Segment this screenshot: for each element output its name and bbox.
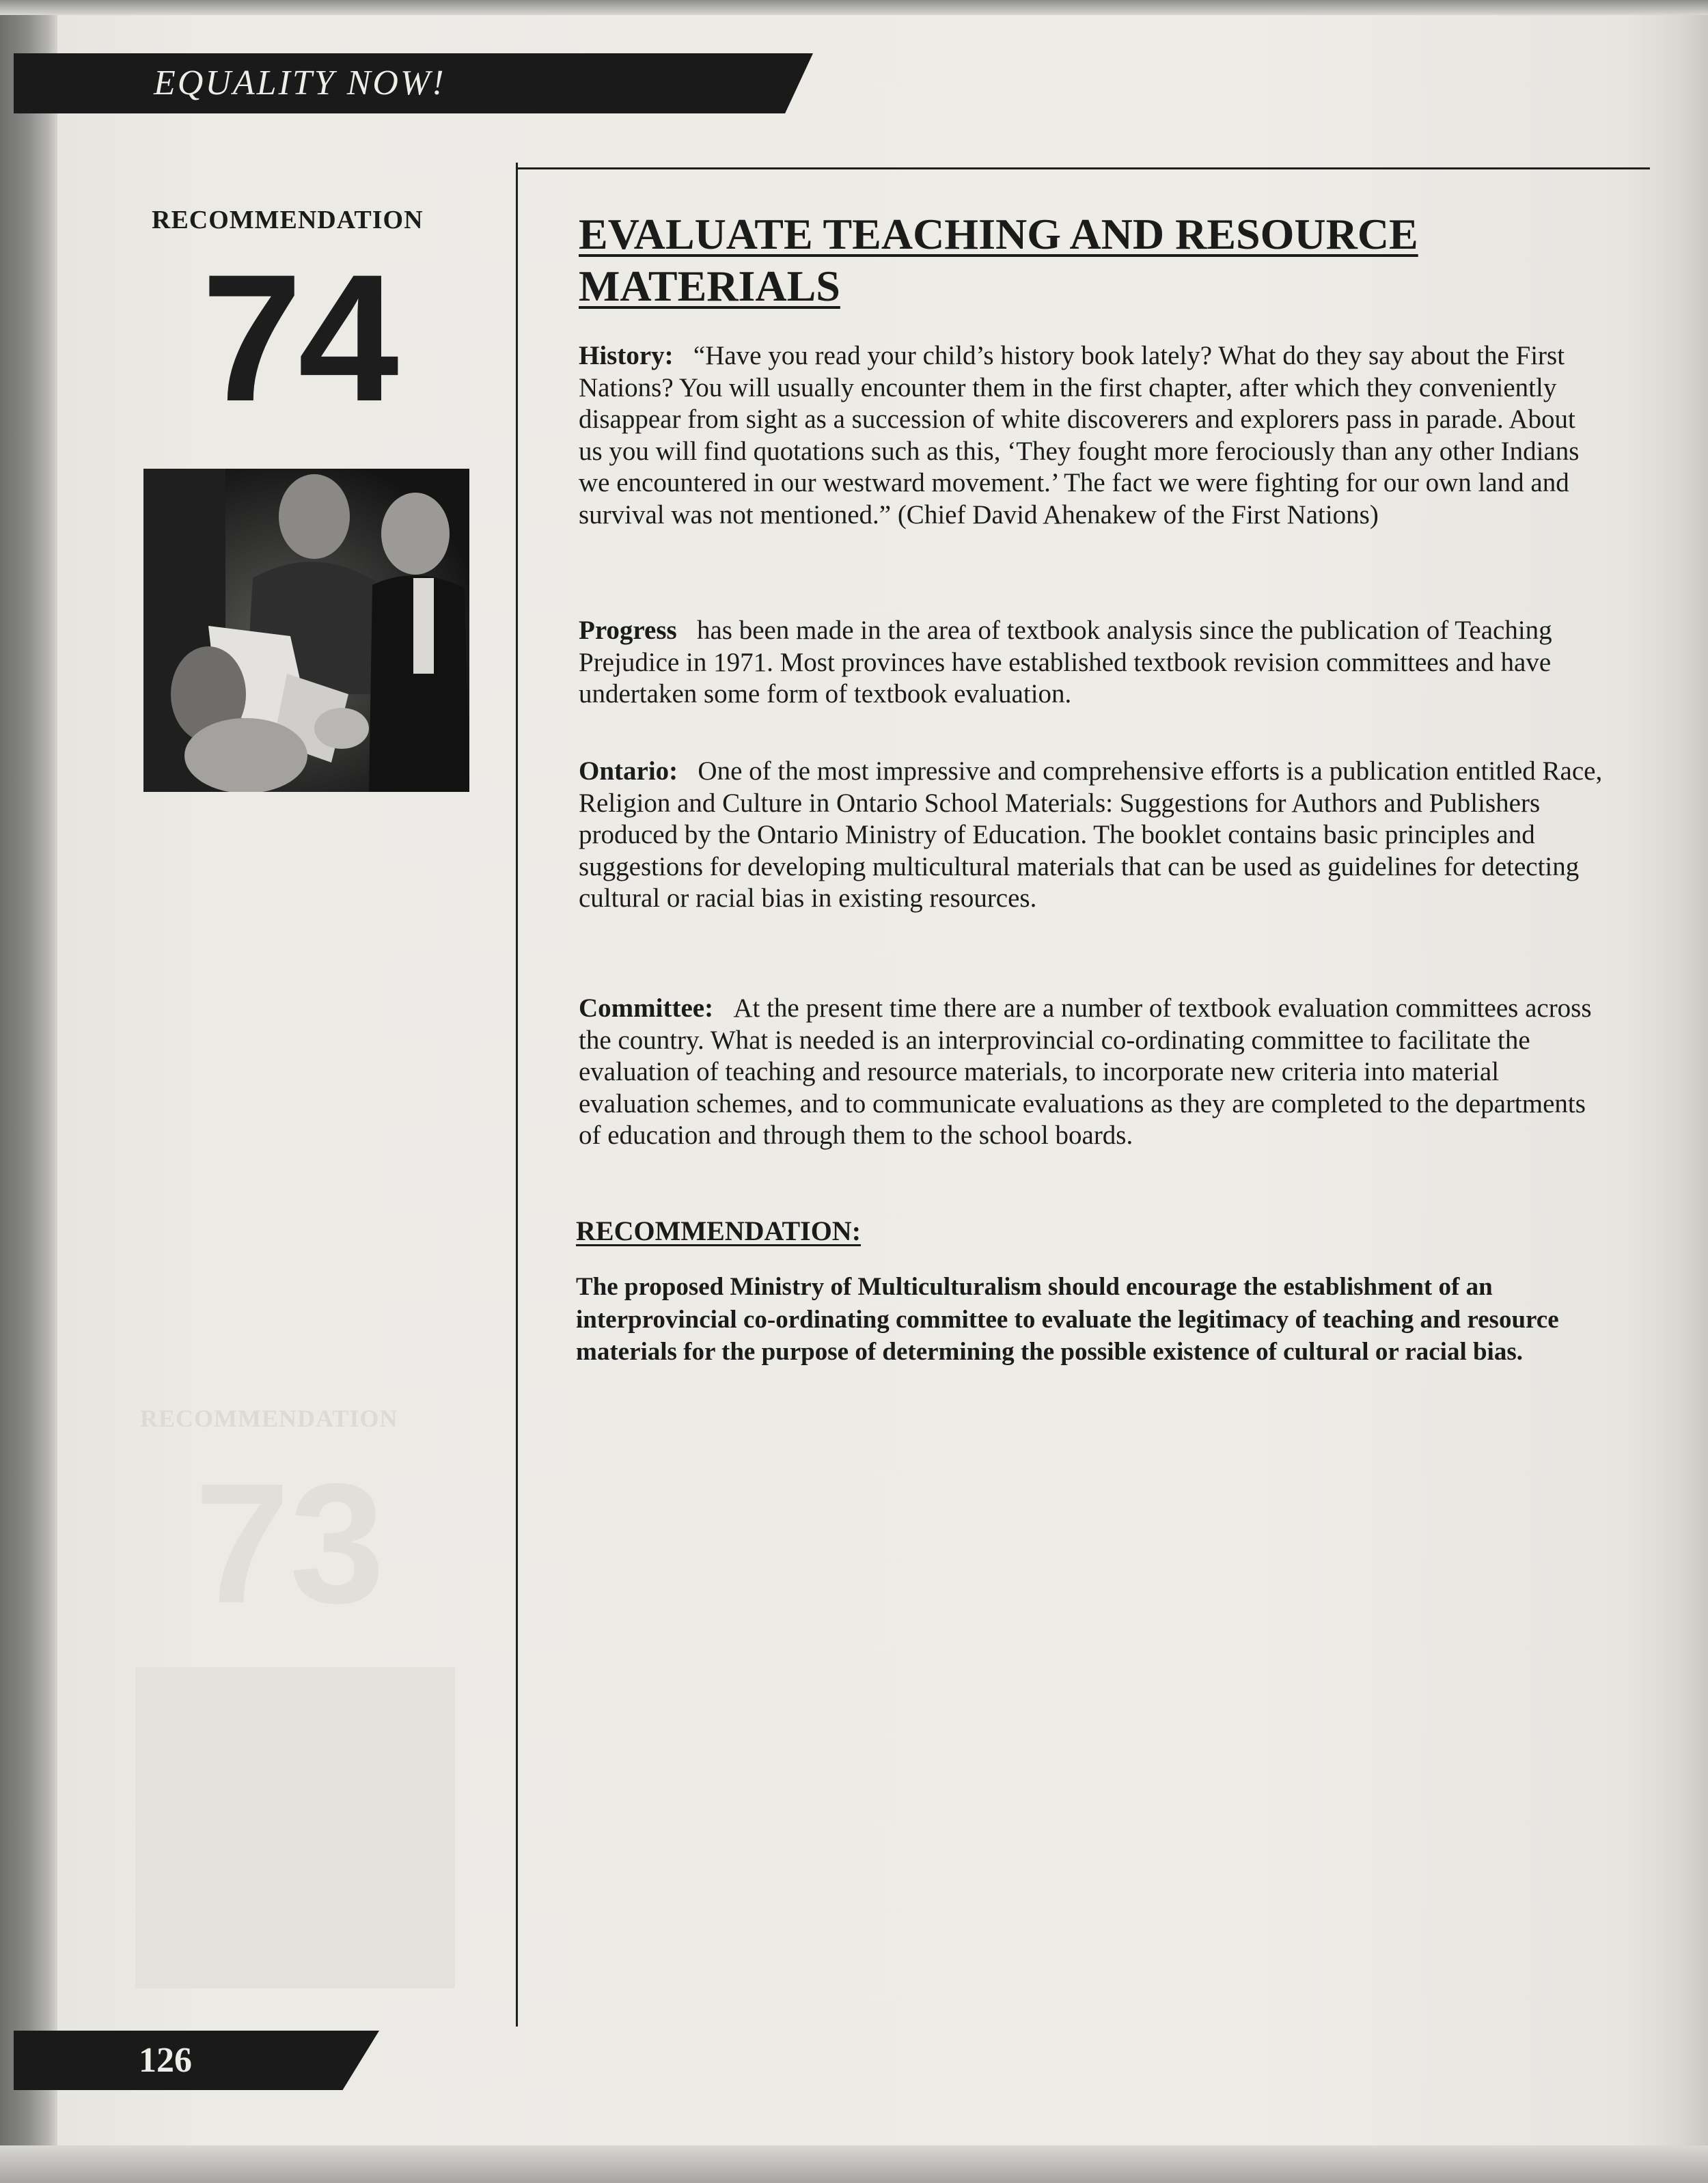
history-paragraph [579, 340, 1603, 531]
history-text: “Have you read your child’s history book lately? What do they say about the First Nations? You will usually encounter them in the first chapter, after which they conveniently disappear from sight as a succession of white discoverers and explorers pass in parade. About us you will find quotations such as this, ‘They fought more ferociously than any other Indians we encountered in our westward movement.’ The fact we were fighting for our own land and survival was not mentioned.” (Chief David Ahenakew of the First Nations) [579, 341, 1580, 530]
classroom-photo-image [143, 469, 469, 792]
committee-label: Committee: [579, 993, 714, 1023]
ontario-paragraph [579, 756, 1603, 915]
title-line-2: MATERIALS [579, 262, 840, 310]
page-number: 126 [139, 2041, 192, 2080]
header-title: EQUALITY NOW! [154, 64, 446, 102]
footer-banner [14, 2031, 379, 2090]
ontario-text: One of the most impressive and comprehensive efforts is a publication entitled Race, Religion and Culture in Ontario School Materials: Suggestions for Authors and Publishers produced by the Ontario Ministry of Education. The booklet contains basic principles and suggestions for developing multicultural materials that can be used as guidelines for detecting cultural or racial bias in existing resources. [579, 756, 1603, 913]
progress-paragraph [579, 615, 1603, 711]
page-top-edge [0, 0, 1708, 15]
page-bottom-edge [0, 2145, 1708, 2183]
bleed-through-number: 73 [195, 1448, 385, 1638]
committee-text: At the present time there are a number of textbook evaluation committees across the country. What is needed is an interprovincial co-ordinating committee to facilitate the evaluation of teaching and resource materials, to incorporate new criteria into material evaluation schemes, and to communicate evaluations as they are completed to the departments of education and through them to the school boards. [579, 993, 1592, 1150]
ontario-label: Ontario: [579, 756, 678, 786]
progress-text: has been made in the area of textbook analysis since the publication of Teaching Prejudice in 1971. Most provinces have established textbook revision committees and have undertaken some form of textbook evaluation. [579, 616, 1552, 709]
bleed-through-label: RECOMMENDATION [140, 1405, 398, 1432]
classroom-photo [143, 469, 469, 792]
committee-paragraph [579, 993, 1603, 1152]
book-spine-shadow [0, 0, 57, 2183]
recommendation-heading: RECOMMENDATION: [576, 1216, 862, 1246]
recommendation-text: The proposed Ministry of Multiculturalism should encourage the establishment of an interprovincial co-ordinating committee to evaluate the legitimacy of teaching and resource materials for the purpose of determining the possible existence of cultural or racial bias. [576, 1273, 1559, 1366]
recommendation-label: RECOMMENDATION [152, 206, 424, 234]
title-line-1: EVALUATE TEACHING AND RESOURCE [579, 210, 1418, 258]
column-divider-horizontal [516, 167, 1650, 169]
column-divider-vertical [516, 163, 518, 2027]
recommendation-number: 74 [202, 237, 395, 439]
history-label: History: [579, 341, 674, 370]
page-title [579, 208, 1583, 312]
bleed-through-photo [135, 1667, 455, 1988]
progress-label: Progress [579, 616, 677, 645]
